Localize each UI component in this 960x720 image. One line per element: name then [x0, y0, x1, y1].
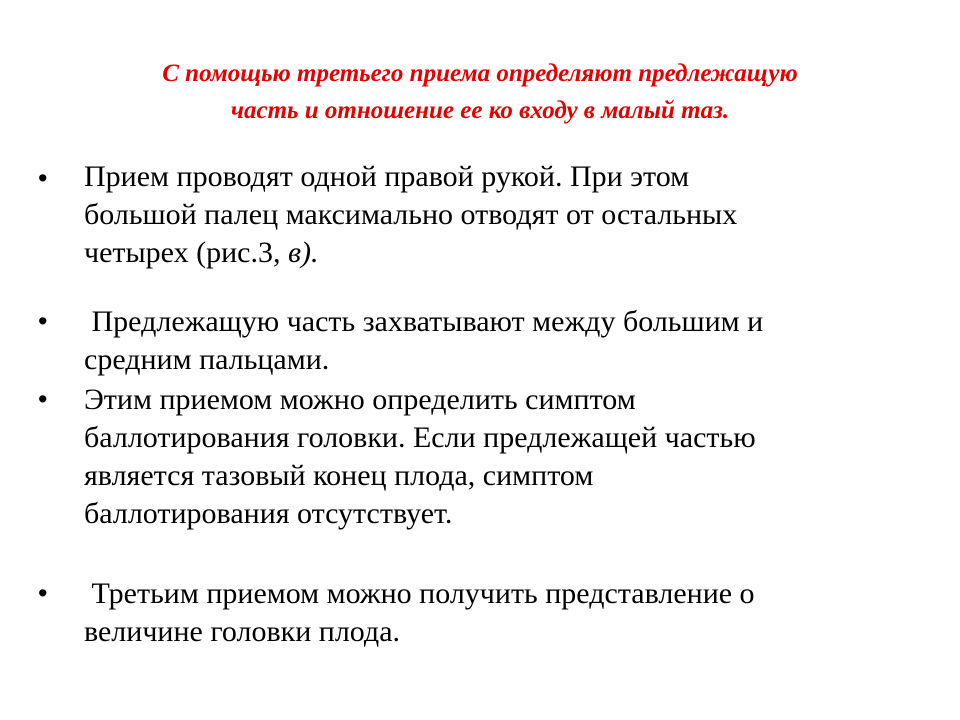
- bullet-4-line-2: величине головки плода.: [84, 615, 401, 648]
- bullet-3-line-3: является тазовый конец плода, симптом: [84, 459, 594, 492]
- title-line-1: С помощью третьего приема определяют предлежащую: [162, 60, 798, 87]
- bullet-1-line-1: Прием проводят одной правой рукой. При этом: [84, 160, 690, 193]
- bullet-icon: •: [38, 578, 48, 608]
- bullet-1-line-3: [84, 234, 914, 272]
- bullet-icon: •: [38, 306, 48, 336]
- bullet-text-4: [84, 575, 914, 651]
- title-line-2: часть и отношение ее ко входу в малый таз.: [230, 97, 730, 124]
- bullet-1-line-3-start: четырех (рис.3,: [84, 236, 288, 269]
- bullet-3-line-2: баллотирования головки. Если предлежащей частью: [84, 421, 756, 454]
- bullet-3-line-4: баллотирования отсутствует.: [84, 497, 453, 530]
- bullet-1-figure-letter: в: [287, 236, 301, 269]
- bullet-4-line-1: Третьим приемом можно получить представление о: [84, 577, 755, 610]
- bullet-text-1: [84, 158, 914, 272]
- bullet-text-3: [84, 381, 914, 533]
- bullet-icon: •: [38, 163, 48, 193]
- bullet-1-line-3-end: ).: [300, 236, 319, 269]
- bullet-text-2: [84, 303, 914, 379]
- bullet-3-line-1: Этим приемом можно определить симптом: [84, 383, 636, 416]
- slide-title: [60, 55, 900, 129]
- bullet-icon: •: [38, 384, 48, 414]
- bullet-2-line-2: средним пальцами.: [84, 343, 330, 376]
- bullet-1-line-2: большой палец максимально отводят от остальных: [84, 198, 738, 231]
- bullet-2-line-1: Предлежащую часть захватывают между большим и: [84, 305, 764, 338]
